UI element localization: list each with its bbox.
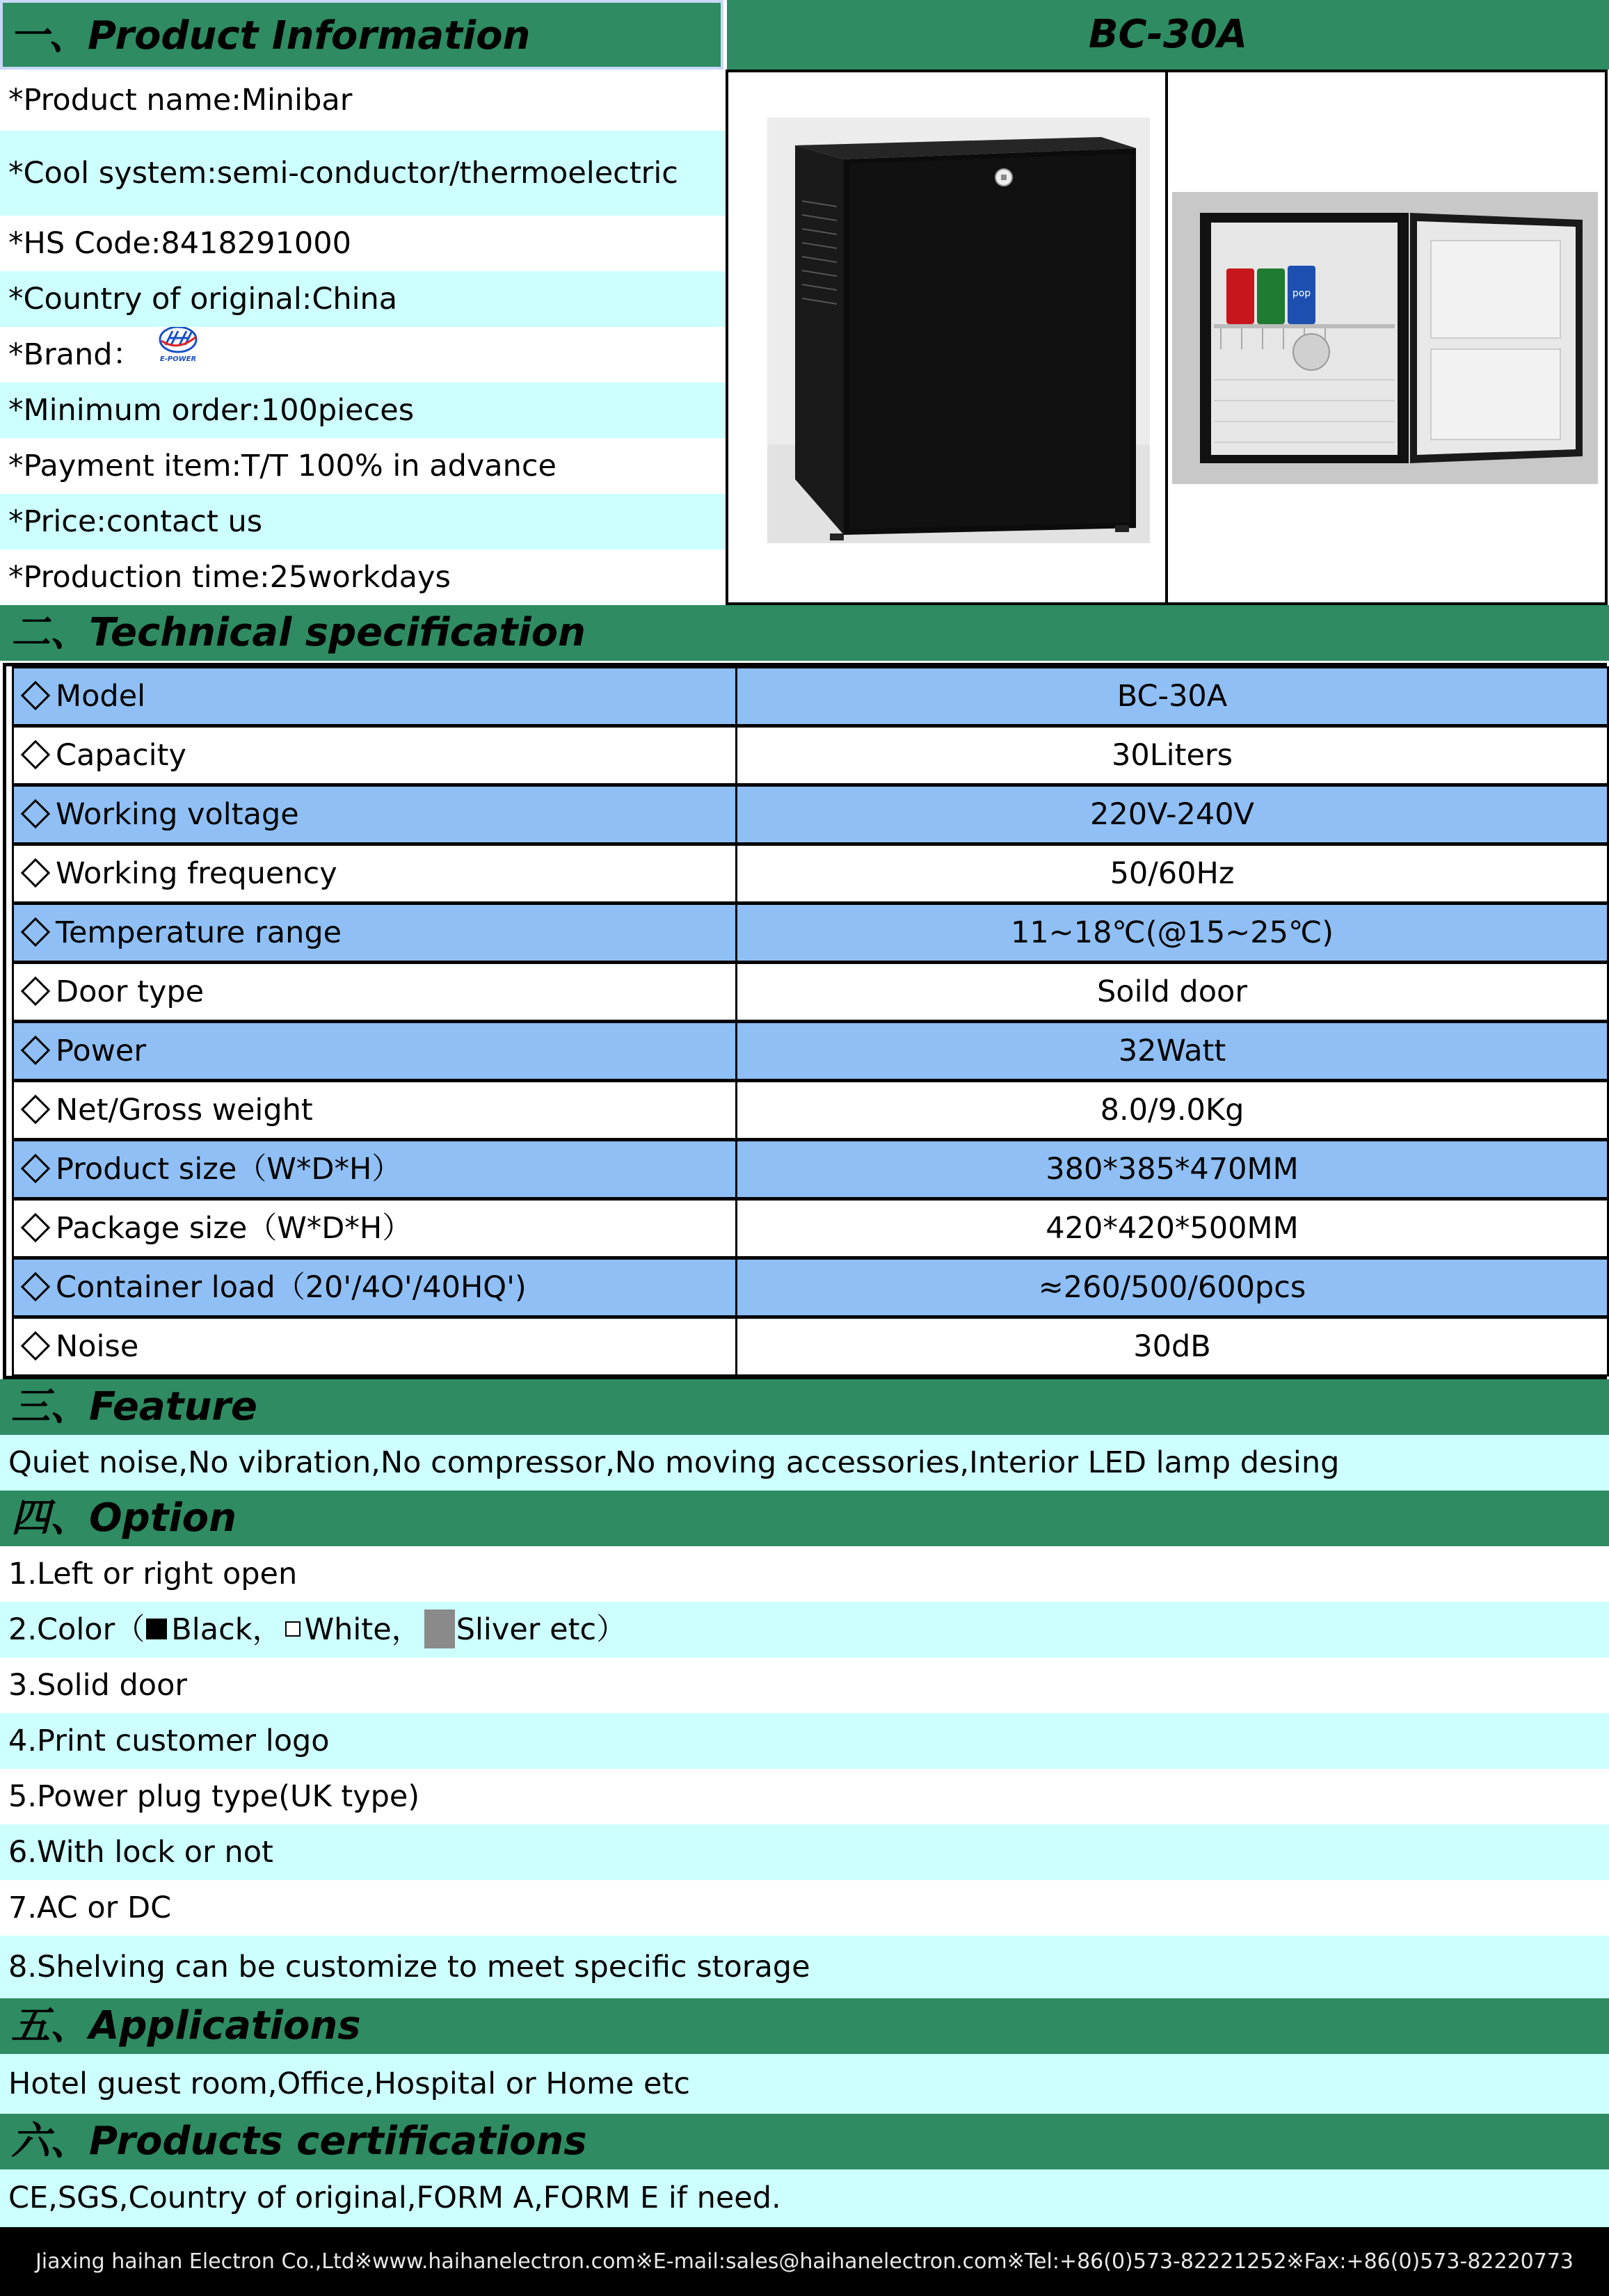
spec-row	[12, 666, 1609, 726]
applications-text: Hotel guest room,Office,Hospital or Home etc	[0, 2054, 1609, 2114]
spec-label: Product size（W*D*H）	[56, 1152, 402, 1187]
spec-table	[3, 663, 1607, 1379]
option-item-4: 4.Print customer logo	[0, 1713, 1609, 1769]
photo-closed-minibar	[767, 118, 1150, 543]
spec-label: Working frequency	[56, 856, 337, 891]
option-item-8: 8.Shelving can be customize to meet specific storage	[0, 1936, 1609, 1998]
applications-section-header	[0, 1998, 1609, 2054]
technical-section-header	[0, 605, 1609, 661]
option-item-1: 1.Left or right open	[0, 1546, 1609, 1602]
product-info-header	[0, 0, 723, 70]
silver-swatch	[424, 1609, 455, 1648]
option-section-header	[0, 1491, 1609, 1546]
footer-contact: Jiaxing haihan Electron Co.,Ltd※www.haihanelectron.com※E-mail:sales@haihanelectron.com※Tel:+86(0)573-82221252※Fax:+86(0)573-82220773	[0, 2227, 1609, 2296]
spec-row	[12, 1258, 1609, 1317]
spec-value: 220V-240V	[735, 787, 1607, 842]
photo-open-minibar	[1172, 192, 1598, 484]
spec-row	[12, 1080, 1609, 1140]
info-row-hs-code: *HS Code:8418291000	[0, 216, 726, 271]
feature-section-header	[0, 1379, 1609, 1435]
brand-logo-text: E-POWER	[160, 355, 197, 363]
spec-value: 50/60Hz	[735, 846, 1607, 901]
option-item-6: 6.With lock or not	[0, 1824, 1609, 1880]
option-title: 四、Option	[11, 1495, 237, 1541]
certifications-text: CE,SGS,Country of original,FORM A,FORM E if need.	[0, 2169, 1609, 2227]
spec-value: BC-30A	[735, 668, 1607, 724]
brand-logo	[152, 327, 205, 381]
spec-value: 11~18℃(@15~25℃)	[735, 905, 1607, 961]
color-white: White，	[304, 1612, 422, 1647]
diamond-icon	[21, 1153, 50, 1182]
spec-label: Noise	[56, 1329, 139, 1364]
spec-value: Soild door	[735, 964, 1607, 1020]
diamond-icon	[21, 739, 50, 769]
diamond-icon	[21, 976, 50, 1005]
spec-row	[12, 844, 1609, 904]
applications-title: 五、Applications	[11, 2003, 361, 2048]
diamond-icon	[21, 1212, 50, 1242]
spec-label: Capacity	[56, 738, 186, 773]
certifications-title: 六、Products certifications	[11, 2119, 587, 2164]
diamond-icon	[21, 1271, 50, 1301]
option-item-7: 7.AC or DC	[0, 1880, 1609, 1936]
model-header: BC-30A	[727, 0, 1609, 70]
certifications-section-header	[0, 2114, 1609, 2169]
info-row-minimum-order: *Minimum order:100pieces	[0, 383, 726, 438]
spec-label: Net/Gross weight	[56, 1093, 313, 1127]
info-row-price: *Price:contact us	[0, 494, 726, 549]
spec-value: 30dB	[735, 1319, 1607, 1374]
diamond-icon	[21, 1331, 50, 1360]
color-prefix: 2.Color（	[8, 1612, 145, 1647]
option-item-3: 3.Solid door	[0, 1657, 1609, 1713]
color-black: Black，	[171, 1612, 282, 1647]
spec-value: 8.0/9.0Kg	[735, 1082, 1607, 1138]
spec-value: 32Watt	[735, 1023, 1607, 1079]
brand-label: *Brand：	[8, 337, 143, 372]
info-row-cool-system: *Cool system:semi-conductor/thermoelectric	[0, 131, 726, 216]
info-row-production-time: *Production time:25workdays	[0, 549, 726, 605]
spec-row	[12, 962, 1609, 1022]
product-info-title: 一、Product Information	[10, 13, 531, 58]
spec-row	[12, 1198, 1609, 1258]
diamond-icon	[21, 1094, 50, 1123]
spec-row	[12, 725, 1609, 785]
spec-label: Power	[56, 1034, 147, 1068]
spec-label: Door type	[56, 974, 205, 1009]
info-row-product-name: *Product name:Minibar	[0, 70, 726, 131]
info-row-country: *Country of original:China	[0, 271, 726, 327]
spec-row	[12, 1317, 1609, 1376]
option-item-2	[0, 1602, 1609, 1657]
spec-value: 30Liters	[735, 728, 1607, 783]
spec-value: 420*420*500MM	[735, 1201, 1607, 1256]
pop-can-label: pop	[1292, 288, 1311, 299]
spec-label: Package size（W*D*H）	[56, 1211, 413, 1246]
technical-title: 二、Technical specification	[11, 610, 586, 655]
spec-row	[12, 785, 1609, 844]
feature-text: Quiet noise,No vibration,No compressor,No moving accessories,Interior LED lamp desing	[0, 1435, 1609, 1491]
diamond-icon	[21, 1035, 50, 1064]
spec-label: Working voltage	[56, 797, 299, 832]
spec-row	[12, 1021, 1609, 1081]
diamond-icon	[21, 858, 50, 887]
info-row-payment: *Payment item:T/T 100% in advance	[0, 438, 726, 494]
spec-value: 380*385*470MM	[735, 1141, 1607, 1197]
black-swatch	[146, 1619, 167, 1639]
spec-label: Model	[56, 679, 146, 714]
white-swatch	[285, 1621, 301, 1637]
diamond-icon	[21, 798, 50, 828]
diamond-icon	[21, 917, 50, 946]
product-photos	[726, 70, 1608, 605]
spec-row	[12, 1139, 1609, 1199]
feature-title: 三、Feature	[11, 1384, 257, 1429]
diamond-icon	[21, 680, 50, 709]
color-silver: Sliver etc）	[456, 1612, 627, 1647]
info-row-brand	[0, 327, 726, 383]
spec-row	[12, 903, 1609, 963]
spec-label: Container load（20'/4O'/40HQ')	[56, 1270, 527, 1305]
photo-divider	[1165, 72, 1168, 608]
spec-label: Temperature range	[56, 915, 342, 950]
option-item-5: 5.Power plug type(UK type)	[0, 1769, 1609, 1824]
spec-value: ≈260/500/600pcs	[735, 1260, 1607, 1315]
